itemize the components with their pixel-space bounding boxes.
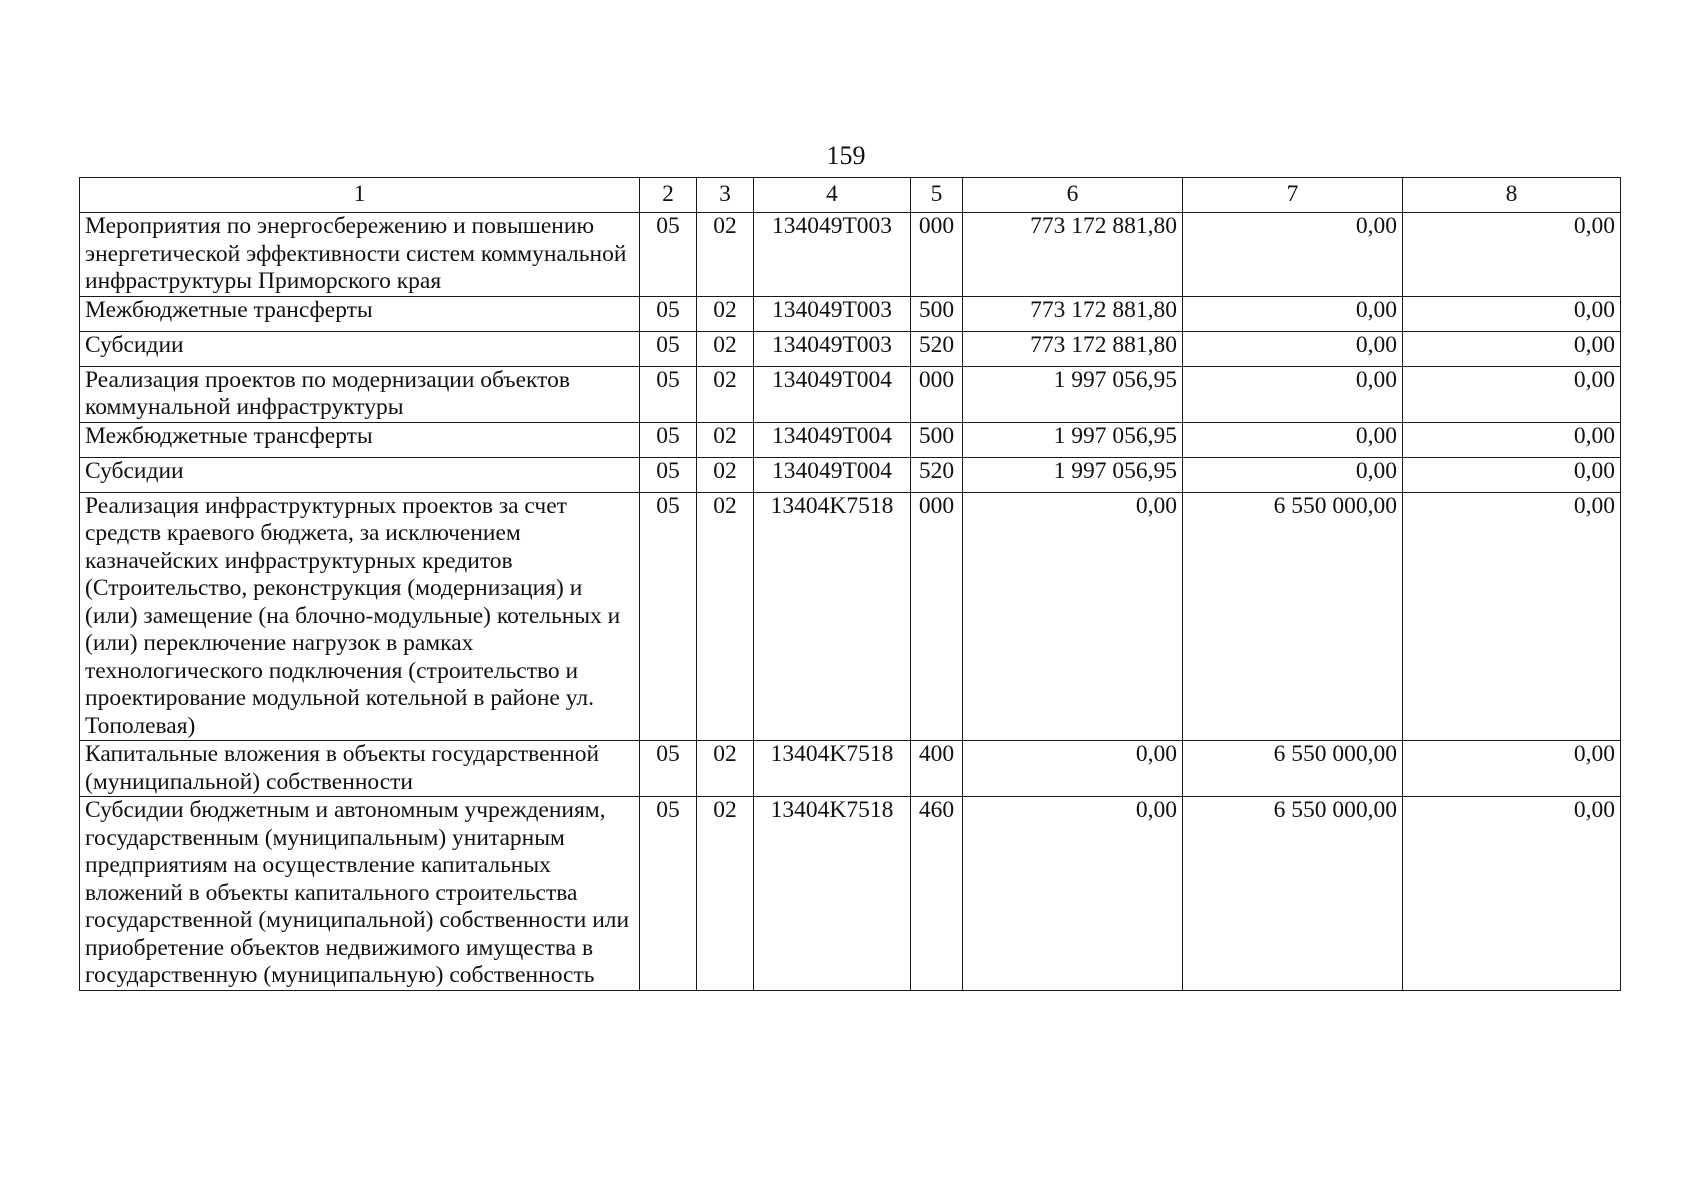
row-amount-8: 0,00 xyxy=(1403,366,1621,422)
row-section: 05 xyxy=(640,422,697,457)
row-amount-7: 6 550 000,00 xyxy=(1183,797,1403,991)
row-name: Субсидии xyxy=(80,331,640,366)
row-amount-7: 0,00 xyxy=(1183,213,1403,297)
table-row xyxy=(80,296,1621,331)
row-section: 05 xyxy=(640,797,697,991)
row-section: 05 xyxy=(640,741,697,797)
row-amount-6: 1 997 056,95 xyxy=(963,366,1183,422)
row-name: Реализация инфраструктурных проектов за счет средств краевого бюджета, за исключением казначейских инфраструктурных кредитов (Строительство, реконструкция (модернизация) и (или) замещение (на блочно-модульные) котельных и (или) переключение нагрузок в рамках технологического подключения (строительство и проектирование модульной котельной в районе ул. Тополевая) xyxy=(80,492,640,741)
row-target-code: 13404K7518 xyxy=(754,492,911,741)
row-amount-6: 773 172 881,80 xyxy=(963,213,1183,297)
row-amount-8: 0,00 xyxy=(1403,457,1621,492)
row-amount-7: 6 550 000,00 xyxy=(1183,492,1403,741)
row-section: 05 xyxy=(640,492,697,741)
row-subsection: 02 xyxy=(697,331,754,366)
row-amount-7: 0,00 xyxy=(1183,296,1403,331)
table-row xyxy=(80,422,1621,457)
row-amount-6: 0,00 xyxy=(963,492,1183,741)
row-amount-7: 0,00 xyxy=(1183,457,1403,492)
header-col-5: 5 xyxy=(911,178,963,213)
row-target-code: 134049T004 xyxy=(754,457,911,492)
row-amount-6: 0,00 xyxy=(963,797,1183,991)
row-expense-type: 000 xyxy=(911,213,963,297)
row-subsection: 02 xyxy=(697,366,754,422)
row-name: Мероприятия по энергосбережению и повышению энергетической эффективности систем коммунальной инфраструктуры Приморского края xyxy=(80,213,640,297)
row-subsection: 02 xyxy=(697,422,754,457)
row-expense-type: 520 xyxy=(911,331,963,366)
row-amount-8: 0,00 xyxy=(1403,331,1621,366)
row-section: 05 xyxy=(640,366,697,422)
row-amount-8: 0,00 xyxy=(1403,213,1621,297)
row-target-code: 13404K7518 xyxy=(754,797,911,991)
table-row xyxy=(80,797,1621,991)
header-col-8: 8 xyxy=(1403,178,1621,213)
row-target-code: 134049T003 xyxy=(754,296,911,331)
row-amount-6: 773 172 881,80 xyxy=(963,296,1183,331)
table-row xyxy=(80,213,1621,297)
row-expense-type: 500 xyxy=(911,296,963,331)
row-amount-8: 0,00 xyxy=(1403,492,1621,741)
row-amount-6: 0,00 xyxy=(963,741,1183,797)
row-amount-6: 1 997 056,95 xyxy=(963,457,1183,492)
header-col-7: 7 xyxy=(1183,178,1403,213)
row-subsection: 02 xyxy=(697,296,754,331)
row-amount-8: 0,00 xyxy=(1403,797,1621,991)
row-subsection: 02 xyxy=(697,213,754,297)
row-amount-6: 773 172 881,80 xyxy=(963,331,1183,366)
row-amount-7: 0,00 xyxy=(1183,422,1403,457)
row-target-code: 134049T003 xyxy=(754,213,911,297)
table-row xyxy=(80,331,1621,366)
row-expense-type: 520 xyxy=(911,457,963,492)
row-target-code: 134049T003 xyxy=(754,331,911,366)
row-target-code: 134049T004 xyxy=(754,422,911,457)
row-subsection: 02 xyxy=(697,741,754,797)
table-row xyxy=(80,741,1621,797)
row-subsection: 02 xyxy=(697,492,754,741)
row-section: 05 xyxy=(640,457,697,492)
row-name: Субсидии xyxy=(80,457,640,492)
table-row xyxy=(80,492,1621,741)
row-expense-type: 000 xyxy=(911,366,963,422)
row-amount-8: 0,00 xyxy=(1403,422,1621,457)
table-row xyxy=(80,366,1621,422)
header-row xyxy=(80,178,1621,213)
row-name: Субсидии бюджетным и автономным учреждениям, государственным (муниципальным) унитарным предприятиям на осуществление капитальных вложений в объекты капитального строительства государственной (муниципальной) собственности или приобретение объектов недвижимого имущества в государственную (муниципальную) собственность xyxy=(80,797,640,991)
row-section: 05 xyxy=(640,331,697,366)
row-expense-type: 460 xyxy=(911,797,963,991)
row-amount-8: 0,00 xyxy=(1403,741,1621,797)
header-col-4: 4 xyxy=(754,178,911,213)
table-row xyxy=(80,457,1621,492)
row-target-code: 134049T004 xyxy=(754,366,911,422)
budget-table xyxy=(79,177,1621,991)
row-section: 05 xyxy=(640,213,697,297)
header-col-1: 1 xyxy=(80,178,640,213)
row-section: 05 xyxy=(640,296,697,331)
row-amount-7: 6 550 000,00 xyxy=(1183,741,1403,797)
row-expense-type: 500 xyxy=(911,422,963,457)
header-col-6: 6 xyxy=(963,178,1183,213)
row-name: Межбюджетные трансферты xyxy=(80,296,640,331)
header-col-3: 3 xyxy=(697,178,754,213)
page-number: 159 xyxy=(826,141,866,170)
row-expense-type: 000 xyxy=(911,492,963,741)
row-subsection: 02 xyxy=(697,457,754,492)
row-name: Межбюджетные трансферты xyxy=(80,422,640,457)
row-amount-7: 0,00 xyxy=(1183,366,1403,422)
row-name: Капитальные вложения в объекты государственной (муниципальной) собственности xyxy=(80,741,640,797)
row-amount-7: 0,00 xyxy=(1183,331,1403,366)
row-expense-type: 400 xyxy=(911,741,963,797)
row-subsection: 02 xyxy=(697,797,754,991)
row-amount-6: 1 997 056,95 xyxy=(963,422,1183,457)
row-target-code: 13404K7518 xyxy=(754,741,911,797)
header-col-2: 2 xyxy=(640,178,697,213)
row-name: Реализация проектов по модернизации объектов коммунальной инфраструктуры xyxy=(80,366,640,422)
row-amount-8: 0,00 xyxy=(1403,296,1621,331)
